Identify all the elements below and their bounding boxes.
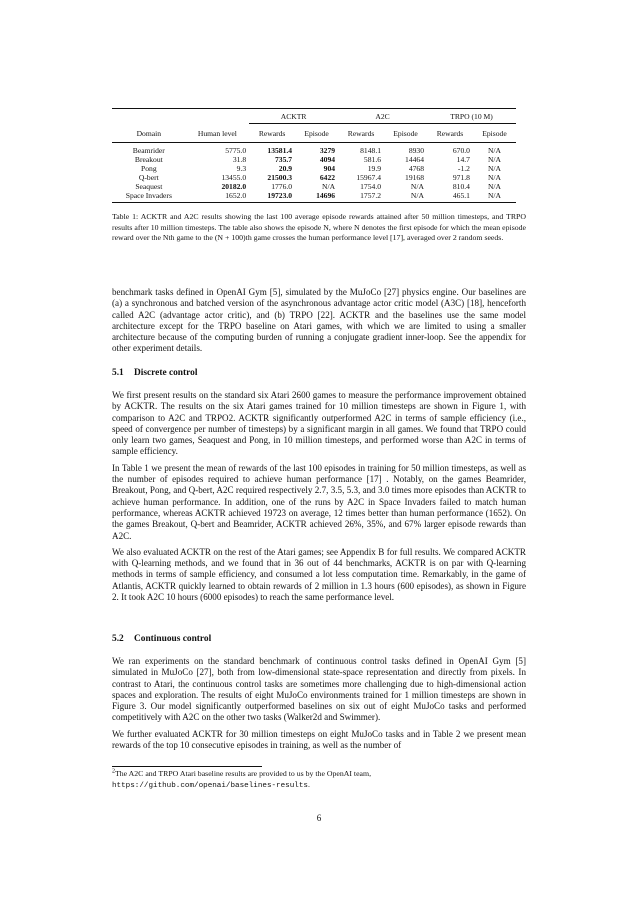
column-header: Rewards [258, 129, 286, 138]
section-heading-discrete-control [112, 368, 197, 378]
footnote-end: . [307, 779, 310, 789]
table-cell: Seaquest [135, 182, 163, 191]
table-cell: Q-bert [138, 173, 159, 182]
page-number: 6 [316, 813, 322, 823]
table-cell: 581.6 [363, 155, 382, 164]
group-header-trpo: TRPO (10 M) [427, 109, 516, 124]
section-title: Discrete control [134, 368, 198, 378]
table-cell: 9.3 [236, 164, 247, 173]
table-cell: N/A [487, 191, 502, 200]
paragraph: We ran experiments on the standard benchmark of continuous control tasks defined in OpenAI Gym [5] simulated in MuJoCo [27], both from low-dimensional state-space representation and directly from pixels. In contrast to Atari, the continuous control tasks are sometimes more challenging due to high-dimensional action spaces and exploration. The results of eight MuJoCo environments trained for 1 million timesteps are shown in Figure 3. Our model significantly outperformed baselines on six out of eight MuJoCo tasks and performed competitively with A2C on the other two tasks (Walker2d and Swimmer). [112, 656, 526, 723]
table-cell: 14.7 [456, 155, 470, 164]
table-row [112, 164, 516, 173]
table-cell: 4768 [408, 164, 424, 173]
table-caption: Table 1: ACKTR and A2C results showing the last 100 average episode rewards attained after 50 million timesteps, and TRPO results after 10 million timesteps. The table also shows the episode N, where N denotes the first episode for which the mean episode reward over the Nth game to the (N + 100)th game crosses the human performance level [17], averaged over 2 random seeds. [112, 212, 526, 243]
section-number: 5.2 [112, 634, 124, 644]
footnote [112, 769, 526, 792]
table-cell: N/A [410, 182, 424, 191]
table-row [112, 182, 516, 191]
column-header: Episode [482, 129, 507, 138]
section-number: 5.1 [112, 368, 124, 378]
table-cell: 15967.4 [356, 173, 382, 182]
table-cell: 19723.0 [267, 191, 293, 200]
table-cell: 735.7 [274, 155, 293, 164]
column-header: Episode [393, 129, 418, 138]
column-header: Rewards [436, 129, 464, 138]
table-row [112, 143, 516, 156]
table-cell: N/A [487, 164, 502, 173]
table-cell: 21500.3 [267, 173, 293, 182]
table-cell: Space Invaders [125, 191, 172, 200]
table-cell: 1776.0 [271, 182, 293, 191]
table-cell: 20182.0 [221, 182, 247, 191]
table-cell: N/A [487, 146, 502, 155]
paragraph: benchmark tasks defined in OpenAI Gym [5], simulated by the MuJoCo [27] physics engine. Our baselines are (a) a synchronous and batched version of the asynchronous advantage actor critic model (A3C) [18], henceforth called A2C (advantage actor critic), and (b) TRPO [22]. ACKTR and the baselines use the same model architecture except for the TRPO baseline on Atari games, with which we are limited to using a smaller architecture because of the computing burden of running a conjugate gradient inner-loop. See the appendix for other experiment details. [112, 287, 526, 354]
paragraph: We further evaluated ACKTR for 30 million timesteps on eight MuJoCo tasks and in Table 2 we present mean rewards of the top 10 consecutive episodes in training, as well as the number of [112, 728, 526, 751]
section-body-continuous-control [112, 656, 526, 756]
table-cell: N/A [487, 182, 502, 191]
table-cell: 5775.0 [225, 146, 247, 155]
table-cell: N/A [487, 173, 502, 182]
table-cell: 6422 [319, 173, 336, 182]
table-cell: 13455.0 [221, 173, 247, 182]
table-cell: 13581.4 [267, 146, 293, 155]
table-cell: Beamrider [132, 146, 165, 155]
section-title: Continuous control [134, 634, 212, 644]
group-header-a2c: A2C [338, 109, 427, 124]
table-cell: 904 [323, 164, 336, 173]
table-cell: 20.9 [278, 164, 293, 173]
table-row [112, 155, 516, 164]
table-cell: Pong [141, 164, 157, 173]
table-cell: 465.1 [452, 191, 470, 200]
table-cell: 19.9 [367, 164, 382, 173]
section-heading-continuous-control [112, 634, 211, 644]
table-cell: Breakout [134, 155, 163, 164]
column-header: Episode [304, 129, 329, 138]
table-cell: 8148.1 [360, 146, 382, 155]
table-cell: 1757.2 [360, 191, 382, 200]
table-cell: 1652.0 [225, 191, 247, 200]
group-header-acktr: ACKTR [249, 109, 338, 124]
paragraph: In Table 1 we present the mean of rewards of the last 100 episodes in training for 50 million timesteps, as well as the number of episodes required to achieve human performance [17] . Notably, on the games Beamrider, Breakout, Pong, and Q-bert, A2C required respectively 2.7, 3.5, 5.3, and 3.0 times more episodes than ACKTR to achieve human performance. In addition, one of the runs by A2C in Space Invaders failed to match human performance, whereas ACKTR achieved 19723 on average, 12 times better than human performance (1652). On the games Breakout, Q-bert and Beamrider, ACKTR achieved 26%, 35%, and 67% larger episode rewards than A2C. [112, 462, 526, 541]
table-cell: N/A [410, 191, 424, 200]
footnote-rule [112, 766, 262, 767]
table-row [112, 173, 516, 182]
table-cell: 31.8 [232, 155, 247, 164]
table-cell: 19168 [405, 173, 424, 182]
table-cell: 810.4 [452, 182, 470, 191]
section-body-discrete-control [112, 390, 526, 608]
table-row [112, 191, 516, 203]
table-cell: 670.0 [452, 146, 470, 155]
footnote-link[interactable]: https://github.com/openai/baselines-results [112, 781, 308, 790]
table-cell: 971.8 [452, 173, 470, 182]
table-cell: 1754.0 [360, 182, 382, 191]
table-cell: 14464 [405, 155, 424, 164]
results-table [112, 108, 516, 203]
table-cell: N/A [487, 155, 502, 164]
table-cell: 8930 [408, 146, 424, 155]
column-header: Domain [136, 128, 162, 138]
paragraph: We also evaluated ACKTR on the rest of the Atari games; see Appendix B for full results. We compared ACKTR with Q-learning methods, and we found that in 36 out of 44 benchmarks, ACKTR is on par with Q-learning methods in terms of sample efficiency, and consumed a lot less computation time. Remarkably, in the game of Atlantis, ACKTR quickly learned to obtain rewards of 2 million in 1.3 hours (600 episodes), as shown in Figure 2. It took A2C 10 hours (6000 episodes) to reach the same performance level. [112, 546, 526, 603]
intro-paragraph [112, 287, 526, 360]
footnote-marker: 2 [112, 768, 115, 775]
table-cell: 4094 [319, 155, 336, 164]
column-header: Human level [197, 128, 237, 138]
table-cell: 3279 [319, 146, 336, 155]
paragraph: We first present results on the standard six Atari 2600 games to measure the performance improvement obtained by ACKTR. The results on the six Atari games trained for 10 million timesteps are shown in Figure 1, with comparison to A2C and TRPO2. ACKTR significantly outperformed A2C in terms of sample efficiency (i.e., speed of convergence per number of timesteps) by a significant margin in all games. We found that TRPO could only learn two games, Seaquest and Pong, in 10 million timesteps, and performed worse than A2C in terms of sample efficiency. [112, 390, 526, 457]
table-cell: -1.2 [457, 164, 470, 173]
column-header: Rewards [347, 129, 375, 138]
footnote-text: The A2C and TRPO Atari baseline results are provided to us by the OpenAI team, [115, 769, 372, 778]
table-cell: 14696 [316, 191, 336, 200]
table-cell: N/A [321, 182, 336, 191]
